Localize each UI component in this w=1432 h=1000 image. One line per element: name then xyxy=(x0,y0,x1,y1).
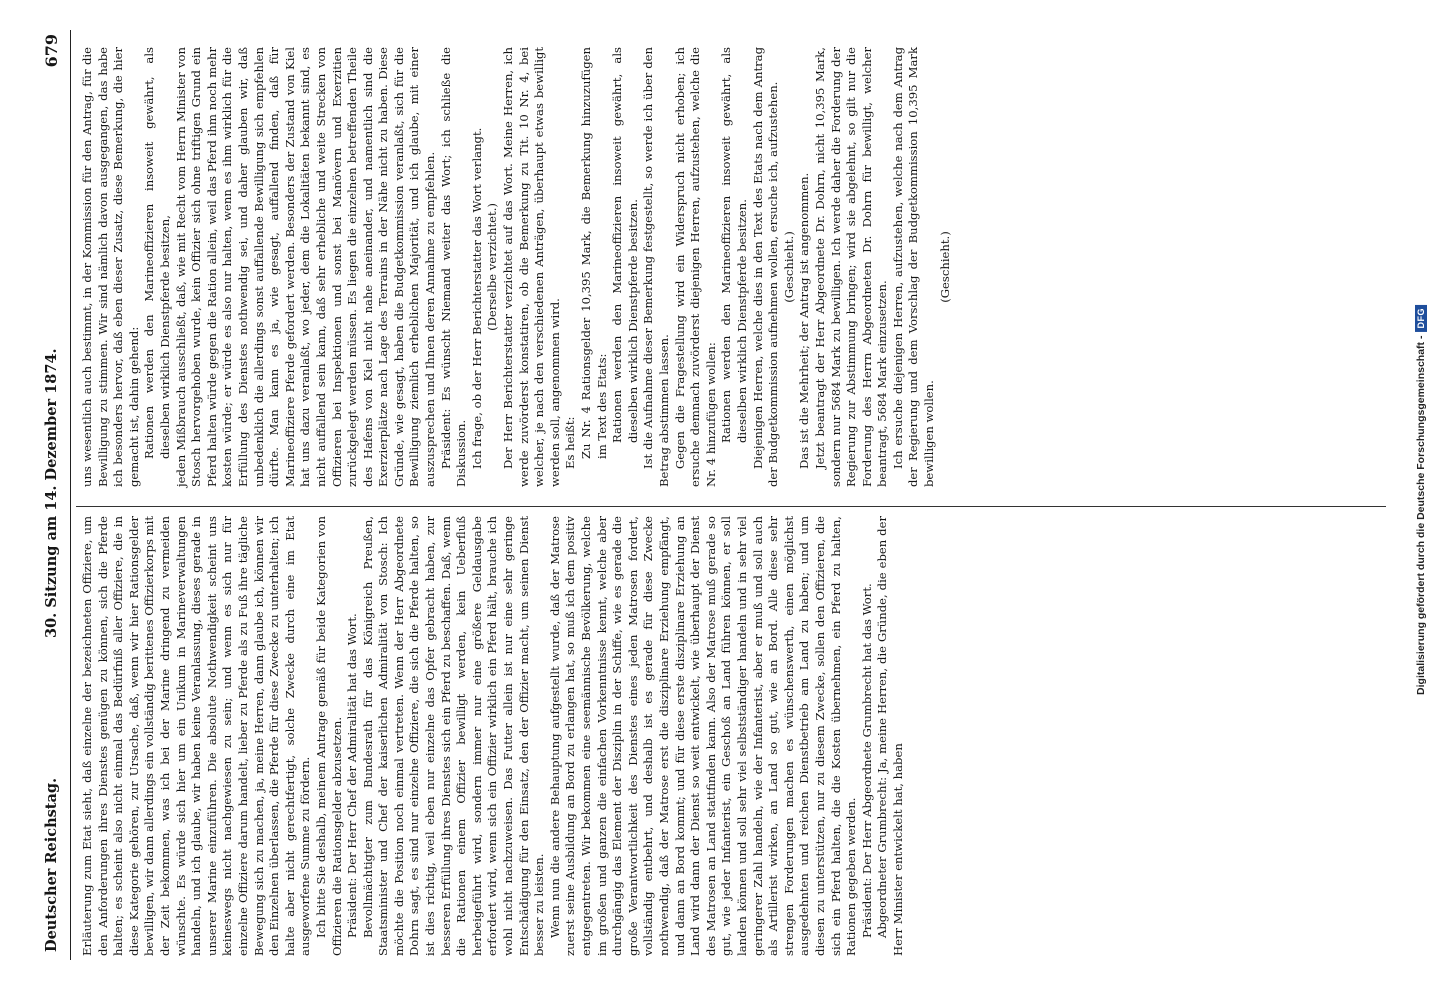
paragraph: Ich bitte Sie deshalb, meinem Antrage gemäß für beide Kategorien von Offizieren die Rationsgelder abzusetzen. xyxy=(313,516,344,956)
column-divider xyxy=(76,506,1386,507)
speaker-paragraph: Präsident: Der Herr Abgeordnete Grumbrecht hat das Wort. xyxy=(859,583,874,938)
running-head-session: 30. Sitzung am 14. Dezember 1874. xyxy=(43,348,60,638)
dfg-credit-text: Digitalisierung gefördert durch die Deutsche Forschungsgemeinschaft - xyxy=(1415,335,1427,695)
stage-direction: (Geschieht.) xyxy=(937,231,952,303)
paragraph: Ich ersuche diejenigen Herren, aufzustehen, welche nach dem Antrag der Regierung und dem Vorschlag der Budgetkommission 10,395 Mark bewilligen wollen. xyxy=(890,47,937,487)
speaker-paragraph: Bevollmächtigter zum Bundesrath für das Königreich Preußen, Staatsminister und Chef der kaiserlichen Admiralität von Stosch: Ich möchte die Position noch einmal vertreten. Wenn der Herr Abgeordnete Dohrn sagt, es sind nur einzelne Offiziere, die sich die Pferde halten, so ist dies richtig, weil eben nur einzelne das Opfer gebracht haben, zur besseren Erfüllung ihres Dienstes sich ein Pferd zu beschaffen. Daß, wenn die Rationen einem Offizier bewilligt werden, kein Ueberfluß herbeigeführt wird, sondern immer nur eine größere Geldausgabe erfordert wird, wenn sich ein Offizier wirklich ein Pferd hält, brauche ich wohl nicht nachzuweisen. Das Futter allein ist nur eine sehr geringe Entschädigung für den Einsatz, den der Offizier macht, um seinen Dienst besser zu leisten. xyxy=(360,516,547,956)
paragraph: Jetzt beantragt der Herr Abgeordnete Dr. Dohrn, nicht 10,395 Mark, sondern nur 5684 Mark zu bewilligen. Ich werde daher die Forderung der Regierung zur Abstimmung bringen; wird sie abgelehnt, so gilt nur die Forderung des Herrn Abgeordneten Dr. Dohrn für bewilligt, welcher beantragt, 5684 Mark einzusetzen. xyxy=(812,47,890,487)
paragraph: jeden Mißbrauch ausschließt, daß, wie mit Recht vom Herrn Minister von Stosch hervorgehoben wurde, kein Offizier sich ohne triftigen Grund ein Pferd halten würde gegen die Ration allein, weil das Pferd ihm noch mehr kosten würde; er würde es also nur halten, wenn es ihm wirklich für die Erfüllung des Dienstes nothwendig sei, und daher glauben wir, daß unbedenklich die allerdings sonst auffallende Bewilligung sich empfehlen dürfte. Man kann es ja, wie gesagt, auffallend finden, daß für Marineoffiziere Pferde gefordert werden. Besonders der Zustand von Kiel hat uns dazu veranlaßt, wo jeder, dem die Lokalitäten bekannt sind, es nicht auffallend sein kann, daß sehr erhebliche und weite Strecken von Offizieren bei Inspektionen und sonst bei Manövern und Exerzitien zurückgelegt werden müssen. Es liegen die einzelnen betreffenden Theile des Hafens von Kiel nicht nahe aneinander, und namentlich sind die Exerzierplätze nach Lage des Terrains in der Nähe nicht zu haben. Diese Gründe, wie gesagt, haben die Budgetkommission veranlaßt, sich für die Bewilligung ziemlich erheblichen Majorität, und ich glaube, mit einer auszusprechen und Ihnen deren Annahme zu empfehlen. xyxy=(173,47,438,487)
paragraph: Diejenigen Herren, welche dies in den Text des Etats nach dem Antrag der Budgetkommission aufnehmen wollen, ersuche ich, aufzustehen. xyxy=(750,47,781,487)
quoted-remark: Rationen werden den Marineoffizieren insoweit gewährt, als dieselben wirklich Dienstpferde besitzen. xyxy=(719,47,749,443)
paragraph: Wenn nun die andere Behauptung aufgestellt wurde, daß der Matrose zuerst seine Ausbildung an Bord zu erlangen hat, so muß ich dem positiv entgegentreten. Wir bekommen eine seemännische Bevölkerung, welche im großen und ganzen die einfachen Vorkenntnisse kennt, welche aber durchgängig das Element der Disziplin in der Schiffe, wie es gerade die große Verantwortlichkeit des Dienstes eines jeden Matrosen fordert, vollständig entbehrt, und deshalb ist es gerade für diese Zwecke nothwendig, daß der Matrose erst die disziplinare Erziehung empfängt, und dann an Bord kommt; und für diese erste disziplinare Erziehung an Land wird dann der Dienst so weit entwickelt, wie überhaupt der Dienst des Matrosen an Land stattfinden kann. Also der Matrose muß gerade so gut, wie jeder Infanterist, ein Geschoß an Land führen können, er soll landen können und soll sehr viel selbstständiger handeln und in sehr viel geringerer Zahl handeln, wie der Infanterist, aber er muß und soll auch als Artillerist wirken, an Land so gut, wie an Bord. Alle diese sehr strengen Forderungen machen es wünschenswerth, einen möglichst ausgedehnten und reichen Dienstbetrieb am Land zu haben; und um diesen zu unterstützen, nur zu diesem Zwecke, sollen den Offizieren, die sich ein Pferd halten, die die Kosten übernehmen, ein Pferd zu halten, Rationen gegeben werden. xyxy=(547,516,859,956)
newspaper-page xyxy=(36,0,1396,1000)
speaker-paragraph: Abgeordneter Grumbrecht: Ja, meine Herren, die Gründe, die eben der Herr Minister entwickelt hat, haben xyxy=(875,516,905,956)
quoted-remark: Rationen werden den Marineoffizieren insoweit gewährt, als dieselben wirklich Dienstpferde besitzen, xyxy=(142,47,172,459)
paragraph: Ich frage, ob der Herr Berichterstatter das Wort verlangt. xyxy=(469,127,484,469)
paragraph: Gegen die Fragestellung wird ein Widerspruch nicht erhoben; ich ersuche demnach zuvörderst diejenigen Herren, aufzustehen, welche die Nr. 4 hinzufügen wollen: xyxy=(672,47,718,487)
quoted-remark: Rationen werden den Marineoffizieren insoweit gewährt, als dieselben wirklich Dienstpferde besitzen. xyxy=(610,47,640,443)
quoted-remark: Zu Nr. 4 Rationsgelder 10,395 Mark, die Bemerkung hinzuzufügen im Text des Etats: xyxy=(579,47,609,459)
stage-direction: (Geschieht.) xyxy=(781,231,796,303)
paragraph: uns wesentlich auch bestimmt, in der Kommission für den Antrag, für die Bewilligung zu stimmen. Wir sind nämlich davon ausgegangen, das habe ich besonders hervor, daß eben dieser Zusatz, diese Bemerkung, die hier gemacht ist, dahin gehend: xyxy=(80,47,141,487)
running-head-title: Deutscher Reichstag. xyxy=(43,777,60,952)
speaker-paragraph: Präsident: Es wünscht Niemand weiter das Wort; ich schließe die Diskussion. xyxy=(438,47,469,487)
stage-direction: (Derselbe verzichtet.) xyxy=(485,203,500,331)
right-column xyxy=(80,47,953,487)
rotated-page xyxy=(36,0,1396,1000)
digitization-credit-strip xyxy=(1408,0,1432,1000)
paragraph: Es heißt: xyxy=(563,416,578,469)
paragraph: Der Herr Berichterstatter verzichtet auf das Wort. Meine Herren, ich werde zuvörderst konstatiren, ob die Bemerkung zu Tit. 10 Nr. 4, bei welcher, je nach den verschiedenen Anträgen, überhaupt etwas bewilligt werden soll, angenommen wird. xyxy=(501,47,562,487)
paragraph: Das ist die Mehrheit; der Antrag ist angenommen. xyxy=(797,172,812,469)
dfg-logo: DFG xyxy=(1415,305,1427,332)
speaker-paragraph: Präsident: Der Herr Chef der Admiralität hat das Wort. xyxy=(345,613,360,938)
paragraph: Erläuterung zum Etat sieht, daß einzelne der bezeichneten Offiziere, um den Anforderungen ihres Dienstes genügen zu können, sich die Pferde halten; es scheint also nicht einmal das Bedürfniß aller Offiziere, die in diese Kategorie gehören, zur Ursache, daß, wenn wir hier Rationsgelder bewilligen, wir dann allerdings ein vollständig berittenes Offizierkorps mit der Zeit bekommen, was ich bei der Marine dringend zu vermeiden wünschte. Es würde sich hier um ein Unikum in Marineverwaltungen handeln, und ich glaube, wir haben keine Veranlassung, dieses gerade in unserer Marine einzuführen. Die absolute Nothwendigkeit scheint uns keineswegs nicht nachgewiesen zu sein; und wenn es sich nur für einzelne Offiziere darum handelt, lieber zu Pferde als zu Fuß ihre tägliche Bewegung sich zu machen, ja, meine Herren, dann glaube ich, können wir den Einzelnen überlassen, die Pferde für diese Zwecke zu unterhalten; ich halte aber nicht gerechtfertigt, solche Zwecke durch eine im Etat ausgeworfene Summe zu fördern. xyxy=(80,516,313,956)
page-number: 679 xyxy=(42,34,61,68)
header-rule xyxy=(70,30,71,960)
left-column xyxy=(80,516,906,956)
paragraph: Ist die Aufnahme dieser Bemerkung festgestellt, so werde ich über den Betrag abstimmen lassen. xyxy=(641,47,671,487)
